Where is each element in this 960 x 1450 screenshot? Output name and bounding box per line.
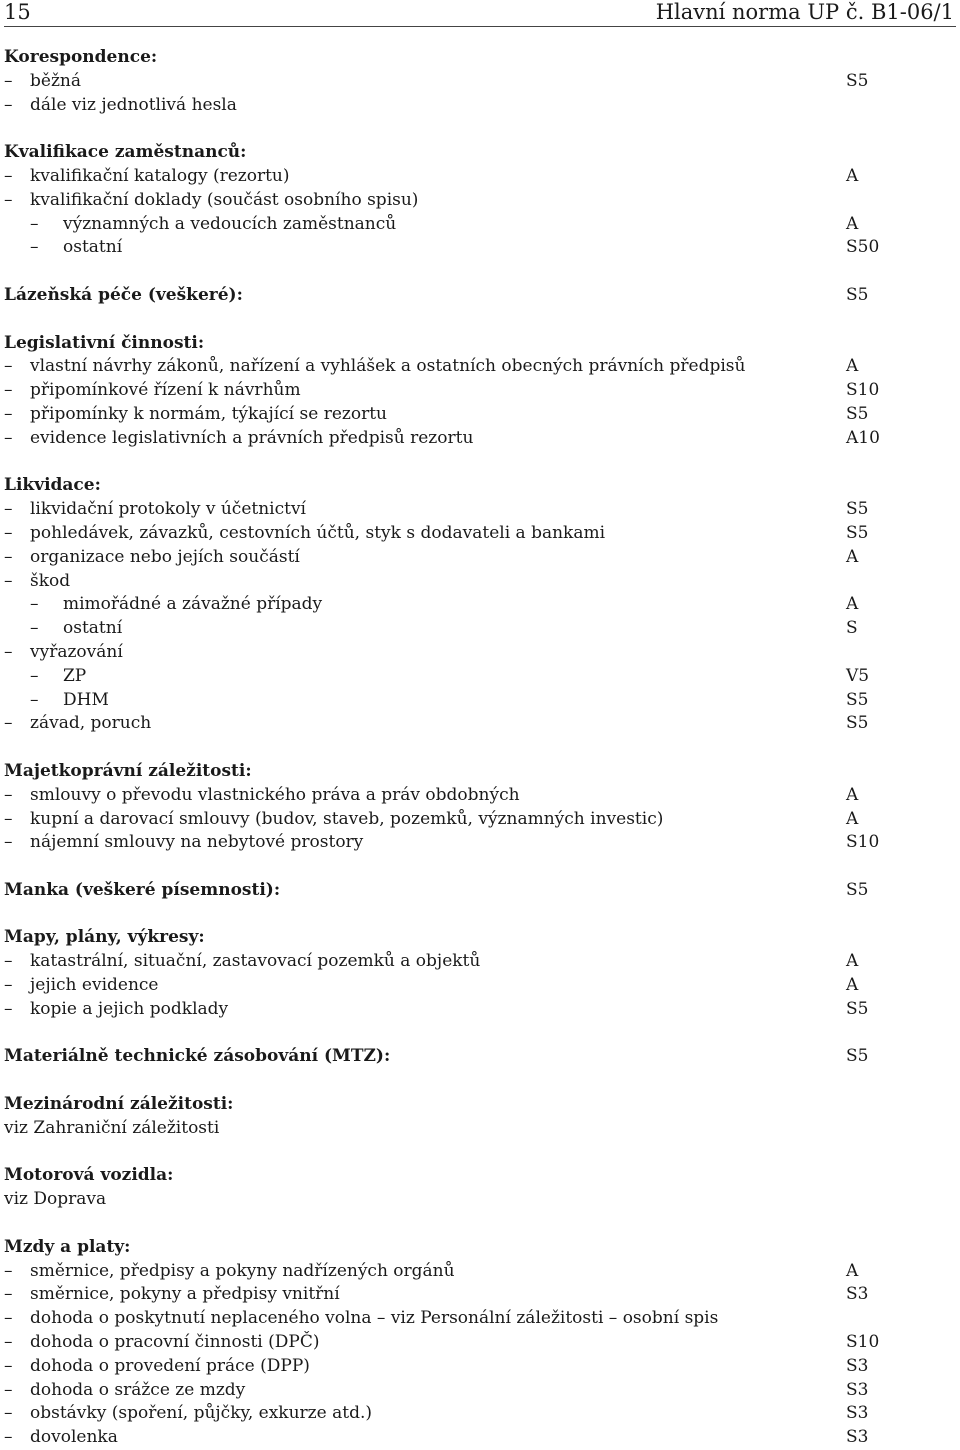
- page-number: 15: [4, 0, 31, 24]
- section-title: Motorová vozidla:: [4, 1165, 174, 1186]
- schedule-item: [4, 189, 956, 213]
- reference-line: [4, 1117, 956, 1141]
- section-heading: [4, 284, 956, 308]
- retention-code: S5: [846, 689, 869, 710]
- retention-code: S10: [846, 832, 880, 853]
- list-dash: –: [4, 70, 13, 91]
- retention-code: S: [846, 618, 858, 639]
- retention-code: A: [846, 546, 859, 567]
- list-dash: –: [4, 1427, 13, 1448]
- retention-code: S5: [846, 499, 869, 520]
- retention-code: A: [846, 165, 859, 186]
- schedule-item: [4, 213, 956, 237]
- list-dash: –: [4, 1260, 13, 1281]
- retention-code: S5: [846, 1046, 869, 1067]
- section-heading: [4, 332, 956, 356]
- schedule-item: [4, 974, 956, 998]
- item-label: dovolenka: [30, 1427, 118, 1448]
- document-title: Hlavní norma UP č. B1-06/1: [655, 0, 954, 24]
- section-heading: [4, 1164, 956, 1188]
- list-dash: –: [30, 618, 39, 639]
- retention-code: S5: [846, 70, 869, 91]
- list-dash: –: [4, 189, 13, 210]
- item-label: dohoda o srážce ze mzdy: [30, 1379, 246, 1400]
- item-label: vyřazování: [30, 641, 123, 662]
- section-title: Mapy, plány, výkresy:: [4, 927, 205, 948]
- retention-code: A: [846, 213, 859, 234]
- list-dash: –: [4, 165, 13, 186]
- item-label: běžná: [30, 70, 81, 91]
- item-label: obstávky (spoření, půjčky, exkurze atd.): [30, 1403, 372, 1424]
- list-dash: –: [4, 522, 13, 543]
- schedule-item: [4, 1331, 956, 1355]
- list-dash: –: [4, 1379, 13, 1400]
- item-label: ZP: [63, 665, 87, 686]
- list-dash: –: [4, 784, 13, 805]
- section-title: Lázeňská péče (veškeré):: [4, 284, 243, 305]
- item-label: škod: [30, 570, 71, 591]
- schedule-item: [4, 689, 956, 713]
- retention-code: S3: [846, 1379, 869, 1400]
- retention-code: V5: [846, 665, 870, 686]
- schedule-item: [4, 522, 956, 546]
- item-label: dohoda o pracovní činnosti (DPČ): [30, 1332, 320, 1353]
- item-label: nájemní smlouvy na nebytové prostory: [30, 832, 364, 853]
- item-label: pohledávek, závazků, cestovních účtů, styk s dodavateli a bankami: [30, 522, 606, 543]
- section-title: Majetkoprávní záležitosti:: [4, 760, 252, 781]
- section-title: Korespondence:: [4, 47, 158, 67]
- list-dash: –: [4, 546, 13, 567]
- list-dash: –: [4, 998, 13, 1019]
- page-header: [4, 0, 956, 27]
- retention-code: S5: [846, 522, 869, 543]
- retention-code: A10: [846, 427, 880, 448]
- schedule-item: [4, 403, 956, 427]
- schedule-item: [4, 617, 956, 641]
- item-label: dále viz jednotlivá hesla: [30, 94, 237, 115]
- section-heading: [4, 926, 956, 950]
- item-label: dohoda o poskytnutí neplaceného volna – viz Personální záležitosti – osobní spis: [30, 1308, 719, 1329]
- list-dash: –: [30, 237, 39, 258]
- list-dash: –: [4, 94, 13, 115]
- retention-code: A: [846, 784, 859, 805]
- retention-code: A: [846, 1260, 859, 1281]
- item-label: dohoda o provedení práce (DPP): [30, 1355, 310, 1376]
- retention-code: A: [846, 594, 859, 615]
- section-heading: [4, 1093, 956, 1117]
- schedule-item: [4, 593, 956, 617]
- schedule-item: [4, 427, 956, 451]
- list-dash: –: [4, 380, 13, 401]
- schedule-item: [4, 1402, 956, 1426]
- retention-code: S5: [846, 284, 869, 305]
- item-label: kupní a darovací smlouvy (budov, staveb, pozemků, významných investic): [30, 808, 664, 829]
- retention-code: A: [846, 808, 859, 829]
- schedule-item: [4, 546, 956, 570]
- item-label: vlastní návrhy zákonů, nařízení a vyhlášek a ostatních obecných právních předpisů: [30, 356, 746, 377]
- schedule-item: [4, 808, 956, 832]
- retention-code: A: [846, 356, 859, 377]
- retention-code: A: [846, 975, 859, 996]
- item-label: směrnice, předpisy a pokyny nadřízených orgánů: [30, 1260, 455, 1281]
- item-label: ostatní: [63, 618, 123, 639]
- list-dash: –: [30, 665, 39, 686]
- list-dash: –: [4, 808, 13, 829]
- list-dash: –: [4, 499, 13, 520]
- retention-code: S3: [846, 1403, 869, 1424]
- schedule-item: [4, 1379, 956, 1403]
- schedule-item: [4, 1355, 956, 1379]
- schedule-item: [4, 1307, 956, 1331]
- item-label: směrnice, pokyny a předpisy vnitřní: [30, 1284, 340, 1305]
- section-heading: [4, 760, 956, 784]
- schedule-item: [4, 94, 956, 118]
- item-label: závad, poruch: [30, 713, 152, 734]
- list-dash: –: [4, 1403, 13, 1424]
- list-dash: –: [4, 356, 13, 377]
- section-title: Mzdy a platy:: [4, 1236, 131, 1257]
- section-title: Legislativní činnosti:: [4, 332, 205, 353]
- schedule-item: [4, 379, 956, 403]
- list-dash: –: [30, 689, 39, 710]
- item-label: mimořádné a závažné případy: [63, 594, 323, 615]
- section-heading: [4, 1236, 956, 1260]
- schedule-item: [4, 570, 956, 594]
- schedule-item: [4, 498, 956, 522]
- item-label: organizace nebo jejích součástí: [30, 546, 300, 567]
- item-label: DHM: [63, 689, 109, 710]
- item-label: jejich evidence: [30, 975, 159, 996]
- list-dash: –: [30, 594, 39, 615]
- reference-line: [4, 1188, 956, 1212]
- schedule-item: [4, 641, 956, 665]
- section-title: Manka (veškeré písemnosti):: [4, 879, 281, 900]
- schedule-item: [4, 165, 956, 189]
- item-label: připomínky k normám, týkající se rezortu: [30, 403, 387, 424]
- schedule-item: [4, 665, 956, 689]
- item-label: likvidační protokoly v účetnictví: [30, 499, 306, 520]
- schedule-item: [4, 831, 956, 855]
- schedule-item: [4, 998, 956, 1022]
- section-heading: [4, 474, 956, 498]
- list-dash: –: [4, 951, 13, 972]
- list-dash: –: [30, 213, 39, 234]
- schedule-item: [4, 1426, 956, 1450]
- retention-code: S50: [846, 237, 880, 258]
- item-label: ostatní: [63, 237, 123, 258]
- list-dash: –: [4, 1355, 13, 1376]
- item-label: kvalifikační doklady (součást osobního spisu): [30, 189, 419, 210]
- section-heading: [4, 141, 956, 165]
- schedule-item: [4, 1260, 956, 1284]
- retention-schedule: [4, 46, 956, 1450]
- retention-code: S10: [846, 380, 880, 401]
- section-heading: [4, 1045, 956, 1069]
- section-heading: [4, 46, 956, 70]
- item-label: připomínkové řízení k návrhům: [30, 380, 301, 401]
- list-dash: –: [4, 1308, 13, 1329]
- section-heading: [4, 879, 956, 903]
- retention-code: S5: [846, 998, 869, 1019]
- item-label: viz Zahraniční záležitosti: [4, 1117, 220, 1138]
- list-dash: –: [4, 832, 13, 853]
- list-dash: –: [4, 570, 13, 591]
- retention-code: S5: [846, 713, 869, 734]
- retention-code: S3: [846, 1355, 869, 1376]
- list-dash: –: [4, 427, 13, 448]
- section-title: Materiálně technické zásobování (MTZ):: [4, 1046, 391, 1067]
- retention-code: A: [846, 951, 859, 972]
- retention-code: S3: [846, 1284, 869, 1305]
- item-label: viz Doprava: [4, 1189, 107, 1210]
- list-dash: –: [4, 1332, 13, 1353]
- item-label: kvalifikační katalogy (rezortu): [30, 165, 290, 186]
- schedule-item: [4, 784, 956, 808]
- item-label: významných a vedoucích zaměstnanců: [63, 213, 397, 234]
- retention-code: S5: [846, 879, 869, 900]
- schedule-item: [4, 236, 956, 260]
- section-title: Likvidace:: [4, 475, 101, 496]
- schedule-item: [4, 950, 956, 974]
- retention-code: S5: [846, 403, 869, 424]
- schedule-item: [4, 1283, 956, 1307]
- list-dash: –: [4, 403, 13, 424]
- retention-code: S10: [846, 1332, 880, 1353]
- item-label: kopie a jejich podklady: [30, 998, 229, 1019]
- list-dash: –: [4, 1284, 13, 1305]
- list-dash: –: [4, 641, 13, 662]
- section-title: Kvalifikace zaměstnanců:: [4, 142, 247, 163]
- schedule-item: [4, 712, 956, 736]
- list-dash: –: [4, 975, 13, 996]
- section-title: Mezinárodní záležitosti:: [4, 1094, 234, 1115]
- item-label: katastrální, situační, zastavovací pozemků a objektů: [30, 951, 481, 972]
- schedule-item: [4, 355, 956, 379]
- item-label: evidence legislativních a právních předpisů rezortu: [30, 427, 474, 448]
- retention-code: S3: [846, 1427, 869, 1448]
- item-label: smlouvy o převodu vlastnického práva a práv obdobných: [30, 784, 520, 805]
- schedule-item: [4, 70, 956, 94]
- list-dash: –: [4, 713, 13, 734]
